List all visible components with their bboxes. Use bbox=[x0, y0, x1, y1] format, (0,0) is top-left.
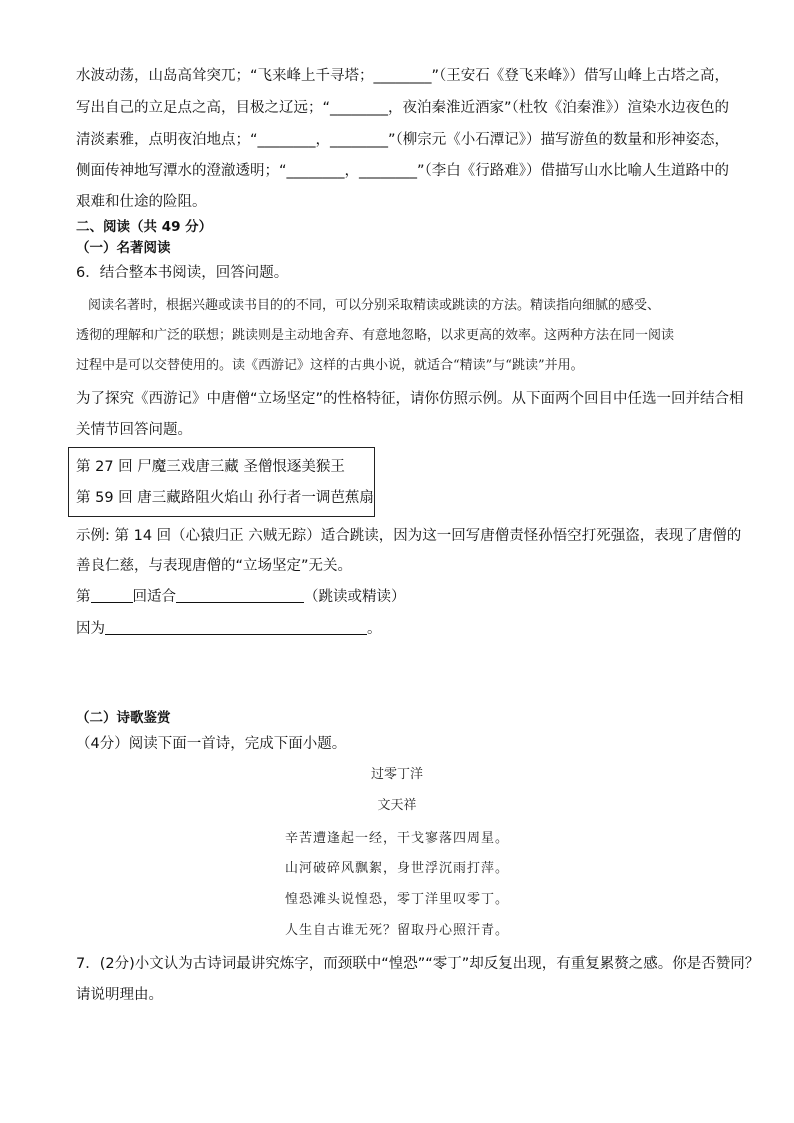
poem-line-4: 人生自古谁无死？留取丹心照汗青。 bbox=[284, 923, 509, 938]
poem-title: 过零丁洋 bbox=[370, 767, 423, 782]
quote-line-3: 过程中是可以交替使用的。读《西游记》这样的古典小说，就适合“精读”与“跳读”并用。 bbox=[76, 358, 584, 373]
q7-line-1: 7．(2分)小文认为古诗词最讲究炼字，而颈联中“惶恐”“零丁”却反复出现，有重复累赘之感。你是否赞同？ bbox=[76, 956, 760, 972]
reading-method-blank[interactable] bbox=[176, 587, 304, 603]
because-suffix: 。 bbox=[367, 621, 382, 637]
part2-title: （二）诗歌鉴赏 bbox=[76, 710, 171, 726]
section-title: 二、阅读（共 49 分） bbox=[76, 219, 213, 235]
q7-line-2: 请说明理由。 bbox=[76, 987, 163, 1003]
chapter-59: 第 59 回 唐三藏路阻火焰山 孙行者一调芭蕉扇 bbox=[76, 490, 374, 506]
poem-author: 文天祥 bbox=[377, 798, 417, 813]
example-line-2: 善良仁慈，与表现唐僧的“立场坚定”无关。 bbox=[76, 558, 353, 574]
task-line-1: 为了探究《西游记》中唐僧“立场坚定”的性格特征，请你仿照示例。从下面两个回目中任选一回并结合相 bbox=[76, 391, 744, 407]
reason-blank[interactable] bbox=[105, 619, 367, 635]
poem-line-1: 辛苦遭逢起一经，干戈寥落四周星。 bbox=[284, 831, 509, 846]
poem-line-2: 山河破碎风飘絮，身世浮沉雨打萍。 bbox=[284, 861, 509, 876]
poem-line-3: 惶恐滩头说惶恐，零丁洋里叹零丁。 bbox=[284, 892, 509, 907]
intro-line-2: 写出自己的立足点之高，目极之辽远；“________，夜泊秦淮近酒家”（杜牧《泊秦淮》）渲染水边夜色的 bbox=[76, 100, 730, 116]
answer-suffix: （跳读或精读） bbox=[304, 589, 406, 605]
chapter-27: 第 27 回 尸魔三戏唐三藏 圣僧恨逐美猴王 bbox=[76, 459, 345, 475]
intro-line-4: 侧面传神地写潭水的澄澈透明；“________，________”（李白《行路难》）借描写山水比喻人生道路中的 bbox=[76, 163, 730, 179]
intro-line-3: 清淡素雅，点明夜泊地点；“________，________”（柳宗元《小石潭记》）描写游鱼的数量和形神姿态， bbox=[76, 132, 730, 148]
answer-prefix: 第 bbox=[76, 589, 91, 605]
task-line-2: 关情节回答问题。 bbox=[76, 422, 192, 438]
part1-title: （一）名著阅读 bbox=[76, 240, 171, 256]
answer-line-1 bbox=[76, 587, 406, 607]
intro-line-1: 水波动荡，山岛高耸突兀；“飞来峰上千寻塔；________”（王安石《登飞来峰》）借写山峰上古塔之高， bbox=[76, 68, 730, 84]
example-line-1: 示例: 第 14 回（心猿归正 六贼无踪）适合跳读，因为这一回写唐僧责怪孙悟空打死强盗，表现了唐僧的 bbox=[76, 528, 742, 544]
poem-intro: （4分）阅读下面一首诗，完成下面小题。 bbox=[76, 736, 347, 752]
quote-line-2: 透彻的理解和广泛的联想；跳读则是主动地舍弃、有意地忽略，以求更高的效率。这两种方法在同一阅读 bbox=[76, 328, 675, 343]
intro-line-5: 艰难和仕途的险阻。 bbox=[76, 194, 207, 210]
because-prefix: 因为 bbox=[76, 621, 105, 637]
answer-mid: 回适合 bbox=[132, 589, 176, 605]
q6-stem: 6．结合整本书阅读，回答问题。 bbox=[76, 265, 289, 281]
answer-line-2 bbox=[76, 619, 382, 639]
chapter-number-blank[interactable] bbox=[91, 587, 133, 603]
quote-line-1: 阅读名著时，根据兴趣或读书目的的不同，可以分别采取精读或跳读的方法。精读指向细腻的感受、 bbox=[88, 298, 661, 313]
